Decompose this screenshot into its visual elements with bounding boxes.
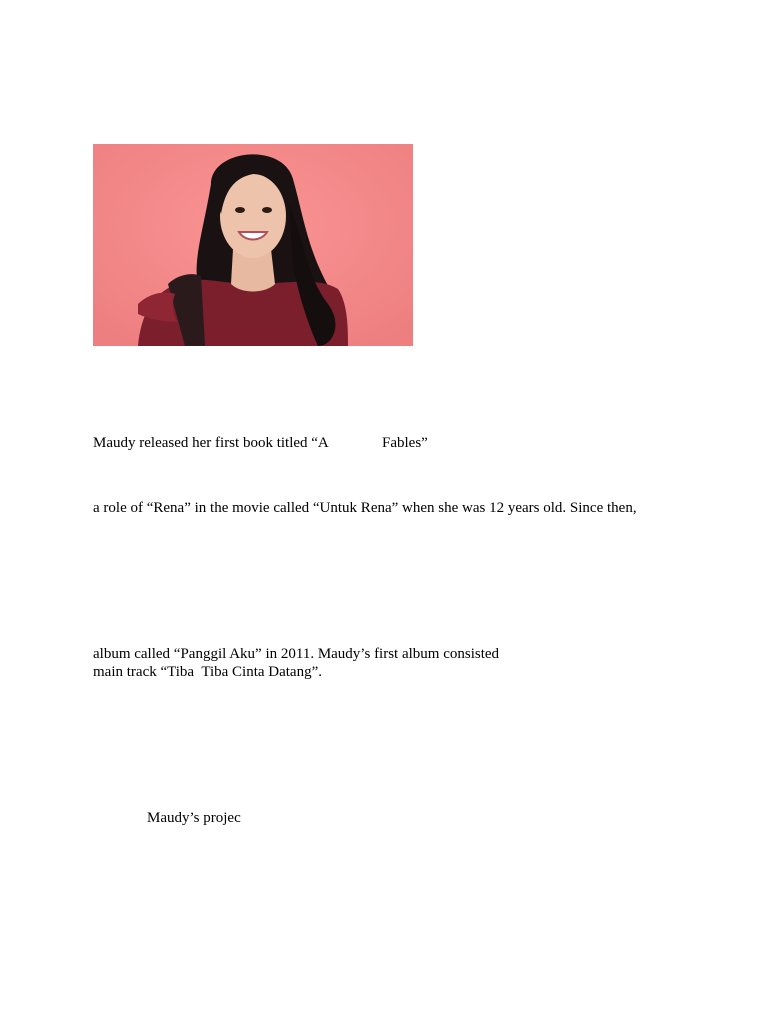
portrait-photo [93,144,413,346]
text-line: Fables” [382,435,428,451]
text-line: main track “Tiba Tiba Cinta Datang”. [93,664,322,680]
text-line: a role of “Rena” in the movie called “Untuk Rena” when she was 12 years old. Since then, [93,500,637,516]
text-line: album called “Panggil Aku” in 2011. Maudy’s first album consisted [93,646,500,662]
text-line: Maudy’s projec [147,810,241,826]
text-line: Maudy released her first book titled “A [93,435,329,451]
